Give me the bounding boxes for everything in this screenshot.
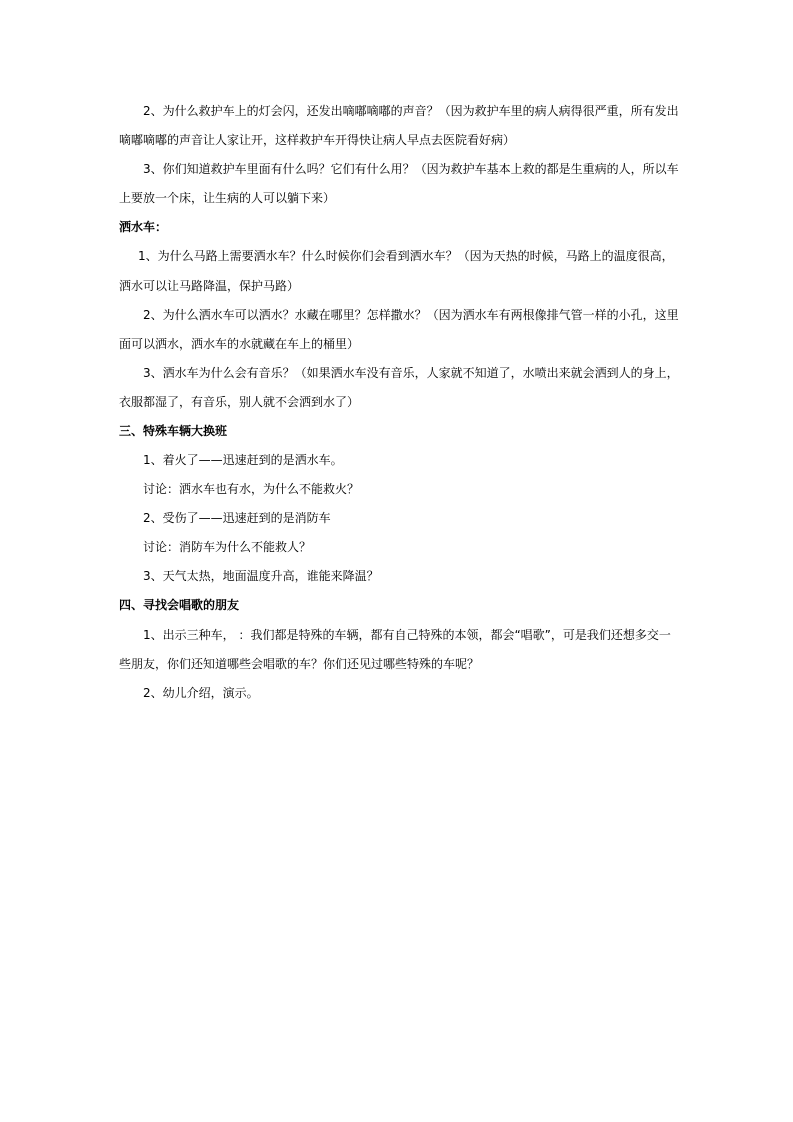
section-3-discussion-1: 讨论：洒水车也有水，为什么不能救火？ xyxy=(143,482,360,496)
section-3-item-3: 3、天气太热，地面温度升高，谁能来降温？ xyxy=(143,569,379,583)
sprinkler-question-2-line-2: 面可以洒水，洒水车的水就藏在车上的桶里） xyxy=(119,337,360,351)
ambulance-question-2-line-1: 2、为什么救护车上的灯会闪，还发出嘀嘟嘀嘟的声音？（因为救护车里的病人病得很严重，所有发出 xyxy=(143,104,679,118)
section-4-item-2: 2、幼儿介绍，演示。 xyxy=(143,686,259,700)
sprinkler-question-1-line-1: 1、为什么马路上需要洒水车？什么时候你们会看到洒水车？（因为天热的时候，马路上的温度很高， xyxy=(138,249,674,263)
sprinkler-question-3-line-1: 3、洒水车为什么会有音乐？（如果洒水车没有音乐，人家就不知道了，水喷出来就会洒到人的身上， xyxy=(143,366,679,380)
section-3-discussion-2: 讨论：消防车为什么不能救人？ xyxy=(143,540,312,554)
section-4-item-1-line-1: 1、出示三种车， ：我们都是特殊的车辆，都有自己特殊的本领，都会“唱歌”，可是我们还想多交一 xyxy=(143,628,671,642)
section-3-item-1: 1、着火了——迅速赶到的是洒水车。 xyxy=(143,453,343,467)
sprinkler-question-2-line-1: 2、为什么洒水车可以洒水？水藏在哪里？怎样撒水？（因为洒水车有两根像排气管一样的小孔，这里 xyxy=(143,308,679,322)
ambulance-question-3-line-2: 上要放一个床，让生病的人可以躺下来） xyxy=(119,191,336,205)
sprinkler-question-3-line-2: 衣服都湿了，有音乐，别人就不会洒到水了） xyxy=(119,395,360,409)
sprinkler-question-1-line-2: 洒水可以让马路降温，保护马路） xyxy=(119,279,300,293)
section-4-heading: 四、寻找会唱歌的朋友 xyxy=(119,598,240,612)
section-3-item-2: 2、受伤了——迅速赶到的是消防车 xyxy=(143,511,331,525)
section-4-item-1-line-2: 些朋友，你们还知道哪些会唱歌的车？你们还见过哪些特殊的车呢？ xyxy=(119,657,480,671)
section-3-heading: 三、特殊车辆大换班 xyxy=(119,424,228,438)
ambulance-question-2-line-2: 嘀嘟嘀嘟的声音让人家让开，这样救护车开得快让病人早点去医院看好病） xyxy=(119,133,516,147)
ambulance-question-3-line-1: 3、你们知道救护车里面有什么吗？它们有什么用？（因为救护车基本上救的都是生重病的人，所以车 xyxy=(143,162,679,176)
sprinkler-heading: 洒水车： xyxy=(119,220,168,234)
